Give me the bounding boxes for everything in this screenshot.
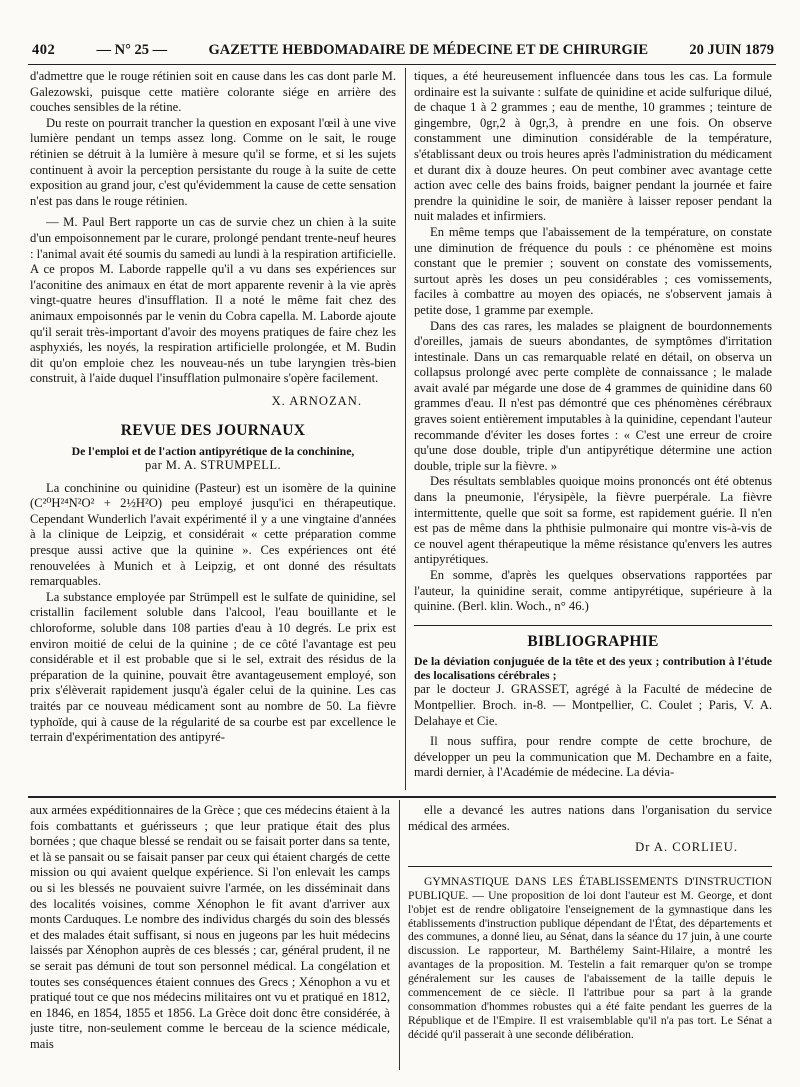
paragraph: Il nous suffira, pour rendre compte de cette brochure, de développer un peu la communication que M. Dechambre en a faite, mardi dernier, à l'Académie de médecine. La dévia- xyxy=(414,734,772,780)
section-title: REVUE DES JOURNAUX xyxy=(120,422,306,440)
section-title: BIBLIOGRAPHIE xyxy=(527,632,659,650)
news-paragraph: GYMNASTIQUE DANS LES ÉTABLISSEMENTS D'INSTRUCTION PUBLIQUE. — Une proposition de loi dont l'auteur est M. George, et dont l'objet est de rendre obligatoire l'enseignement de la gymnastique dans les établissements d'instruction publique dépendant de l'État, des départements et des communes, a donné lieu, au Sénat, dans la séance du 17 juin, à une courte discussion. Le rapporteur, M. Barthélemy Saint-Hilaire, a montré les avantages de la proposition. M. Testelin a fait remarquer qu'on se trompe généralement sur les causes de l'abaissement de la taille depuis le commencement de ce siècle. Il l'attribue pour sa part à la grande consommation d'hommes robustes qui a été faite pendant les guerres de la République et de l'Empire. Il est vraisemblable qu'il n'a pas tort. Le Sénat a décidé qu'il passerait à une seconde délibération. xyxy=(408,874,772,1041)
paragraph: Dans des cas rares, les malades se plaignent de bourdonnements d'oreilles, jamais de sueurs abondantes, de symptômes d'irritation intestinale. Dans un cas remarquable relaté en détail, on observa un collapsus prolongé avec perte complète de connaissance ; le malade avait avalé par mégarde une dose de 4 grammes de quinidine dans 60 grammes d'eau. Il n'est pas démontré que ces phénomènes cérébraux graves soient entièrement imputables à la quinidine, cependant l'auteur recommande d'éviter les doses fortes : « C'est une erreur de croire qu'une dose double, triple d'un antipyrétique détermine une action double, triple sur la fièvre. » xyxy=(414,318,772,473)
column-divider-top xyxy=(405,68,406,790)
paragraph: En somme, d'après les quelques observations rapportées par l'auteur, la quinidine serait, comme antipyrétique, supérieure à la quinine. (Berl. klin. Woch., n° 46.) xyxy=(414,568,772,614)
column-divider-bottom xyxy=(399,800,400,1070)
journal-title: GAZETTE HEBDOMADAIRE DE MÉDECINE ET DE CHIRURGIE xyxy=(208,41,649,58)
paragraph: tiques, a été heureusement influencée dans tous les cas. La formule ordinaire est la suivante : sulfate de quinidine et acide sulfurique dilué, de chaque 1 à 2 grammes ; eau de menthe, 10 grammes ; teinture de gingembre, 0gr,2 à 0gr,3, à prendre en une fois. On observe constamment une diminution considérable de la température, s'établissant deux ou trois heures après l'administration du médicament et durant dix à douze heures. On peut combiner avec avantage cette action avec celle des bains froids, baigner pendant la journée et faire prendre la quinidine le soir, de manière à laisser reposer pendant la nuit malades et infirmiers. xyxy=(414,69,772,224)
page-header xyxy=(32,40,774,60)
header-rule xyxy=(28,64,776,65)
issue-number: — N° 25 — xyxy=(96,41,168,58)
paragraph: — M. Paul Bert rapporte un cas de survie chez un chien à la suite d'un empoisonnement par le curare, prolongé pendant trente-neuf heures : l'animal avait été soumis du samedi au lundi à la respiration artificielle. A ce propos M. Laborde rappelle qu'il a vu dans ses expériences sur l'aconitine des animaux en état de mort apparente revenir à la vie après vingt-quatre heures d'insufflation. Il a noté le même fait chez des animaux empoisonnés par le venin du Cobra capella. M. Laborde ajoute qu'il serait très-important d'avoir des moyens pratiques de faire chez les asphyxiés, les noyés, la respiration artificielle prolongée, et M. Budin dit qu'on emploie chez les nouveau-nés un tube laryngien très-bien construit, à l'aide duquel l'insufflation pulmonaire s'opère facilement. xyxy=(30,215,396,386)
bottom-left-column xyxy=(30,803,390,1071)
article-author: par M. A. STRUMPELL. xyxy=(144,458,282,473)
bottom-right-column xyxy=(408,803,772,1071)
paragraph: Du reste on pourrait trancher la question en exposant l'œil à une vive lumière pendant un temps assez long. Comme on le sait, le rouge rétinien se détruit à la lumière à mesure qu'il se forme, et si les sujets continuent à avoir la perception persistante du rouge à la suite de cette exposition au grand jour, c'est qu'évidemment la cause de cette sensation n'est pas dans le rouge rétinien. xyxy=(30,115,396,208)
author-signature: Dr A. CORLIEU. xyxy=(635,840,738,855)
section-rule xyxy=(414,625,772,626)
left-column xyxy=(30,69,396,789)
paragraph: elle a devancé les autres nations dans l'organisation du service médical des armées. xyxy=(408,803,772,833)
page-number: 402 xyxy=(32,41,56,58)
paragraph: aux armées expéditionnaires de la Grèce ; que ces médecins étaient à la fois combattants et guérisseurs ; que leur pratique était des plus bornées ; que chaque blessé se rendait ou se faisait porter dans sa tente, et là se pansait ou se faisait panser par ceux qui étaient chargés de cette mission ou qui avaient quelque expérience. Si l'on enlevait les camps ou si les blessés ne pouvaient suivre l'armée, on les disséminait dans des localités voisines, comme Xénophon le fit avant d'arriver aux monts Carduques. Le nombre des individus chargés du soin des blessés et des malades était suffisant, si nous en jugeons par les huit médecins laissés par Xénophon auprès de ces blessés ; car, général prudent, il ne se serait pas démuni de tout son personnel médical. La congélation et toutes ses conséquences étaient connues des Grecs ; Xénophon a vu et pratiqué tout ce que nos médecins militaires ont vu et pratiqué en 1812, en 1846, en 1854, 1855 et 1856. La Grèce doit donc être considérée, à juste titre, non-seulement comme le berceau de la science médicale, mais xyxy=(30,803,390,1051)
bibliography-reference: par le docteur J. GRASSET, agrégé à la Faculté de médecine de Montpellier. Broch. in-8. — Montpellier, C. Coulet ; Paris, V. A. Delahaye et Cie. xyxy=(414,682,772,728)
article-title: De l'emploi et de l'action antipyrétique de la conchinine, xyxy=(71,444,355,459)
paragraph: La conchinine ou quinidine (Pasteur) est un isomère de la quinine (C²⁰H²⁴N²O² + 2½H²O) peu employé jusqu'ici en thérapeutique. Cependant Wunderlich l'avait expérimenté il y a une vingtaine d'années à la clinique de Leipzig, et considérait « cette préparation comme presque aussi active que la quinine ». Ces expériences ont été renouvelées à Munich et à Leipzig, et ont donné des résultats remarquables. xyxy=(30,480,396,589)
paragraph: En même temps que l'abaissement de la température, on constate une diminution de fréquence du pouls : ce phénomène est moins constant que le premier ; souvent on constate des vomissements, surtout après les doses un peu considérables ; ces vomissements, faciles à combattre au moyen des opiacés, ne s'observent jamais à petite dose, 1 gramme par exemple. xyxy=(414,224,772,317)
paragraph: Des résultats semblables quoique moins prononcés ont été obtenus dans la pneumonie, l'érysipèle, la fièvre puerpérale. La fièvre intermittente, quelle que soit sa forme, est rapidement guérie. Il n'en est pas de même dans la phthisie pulmonaire qui montre vis-à-vis de ce nouvel agent thérapeutique la même résistance qu'envers les autres antipyrétiques. xyxy=(414,474,772,567)
paragraph: d'admettre que le rouge rétinien soit en cause dans les cas dont parle M. Galezowski, puisque cette matière colorante siége en arrière des couches sensibles de la rétine. xyxy=(30,69,396,115)
feuilleton-rule xyxy=(28,796,776,798)
paragraph: La substance employée par Strümpell est le sulfate de quinidine, sel cristallin facilement soluble dans l'alcool, l'eau bouillante et le chloroforme, soluble dans 108 parties d'eau à 10 degrés. Le prix est environ moitié de celui de la quinine ; de ce côté l'avantage est peu considérable et il est probable que si le sel, extrait des résidus de la préparation de la quinine, pouvait être avantageusement employé, son prix s'élèverait rapidement jusqu'à égaler celui de la quinine. Les cas traités par ce nouveau médicament sont au nombre de 50. La fièvre typhoïde, qui à cause de la régularité de sa courbe est par excellence le terrain d'expérimentation des antipyré- xyxy=(30,589,396,745)
author-signature: X. ARNOZAN. xyxy=(271,393,362,408)
issue-date: 20 JUIN 1879 xyxy=(689,41,774,58)
right-column xyxy=(414,69,772,789)
bibliography-title: De la déviation conjuguée de la tête et des yeux ; contribution à l'étude des localisations cérébrales ; xyxy=(414,654,772,683)
news-rule xyxy=(408,866,772,867)
